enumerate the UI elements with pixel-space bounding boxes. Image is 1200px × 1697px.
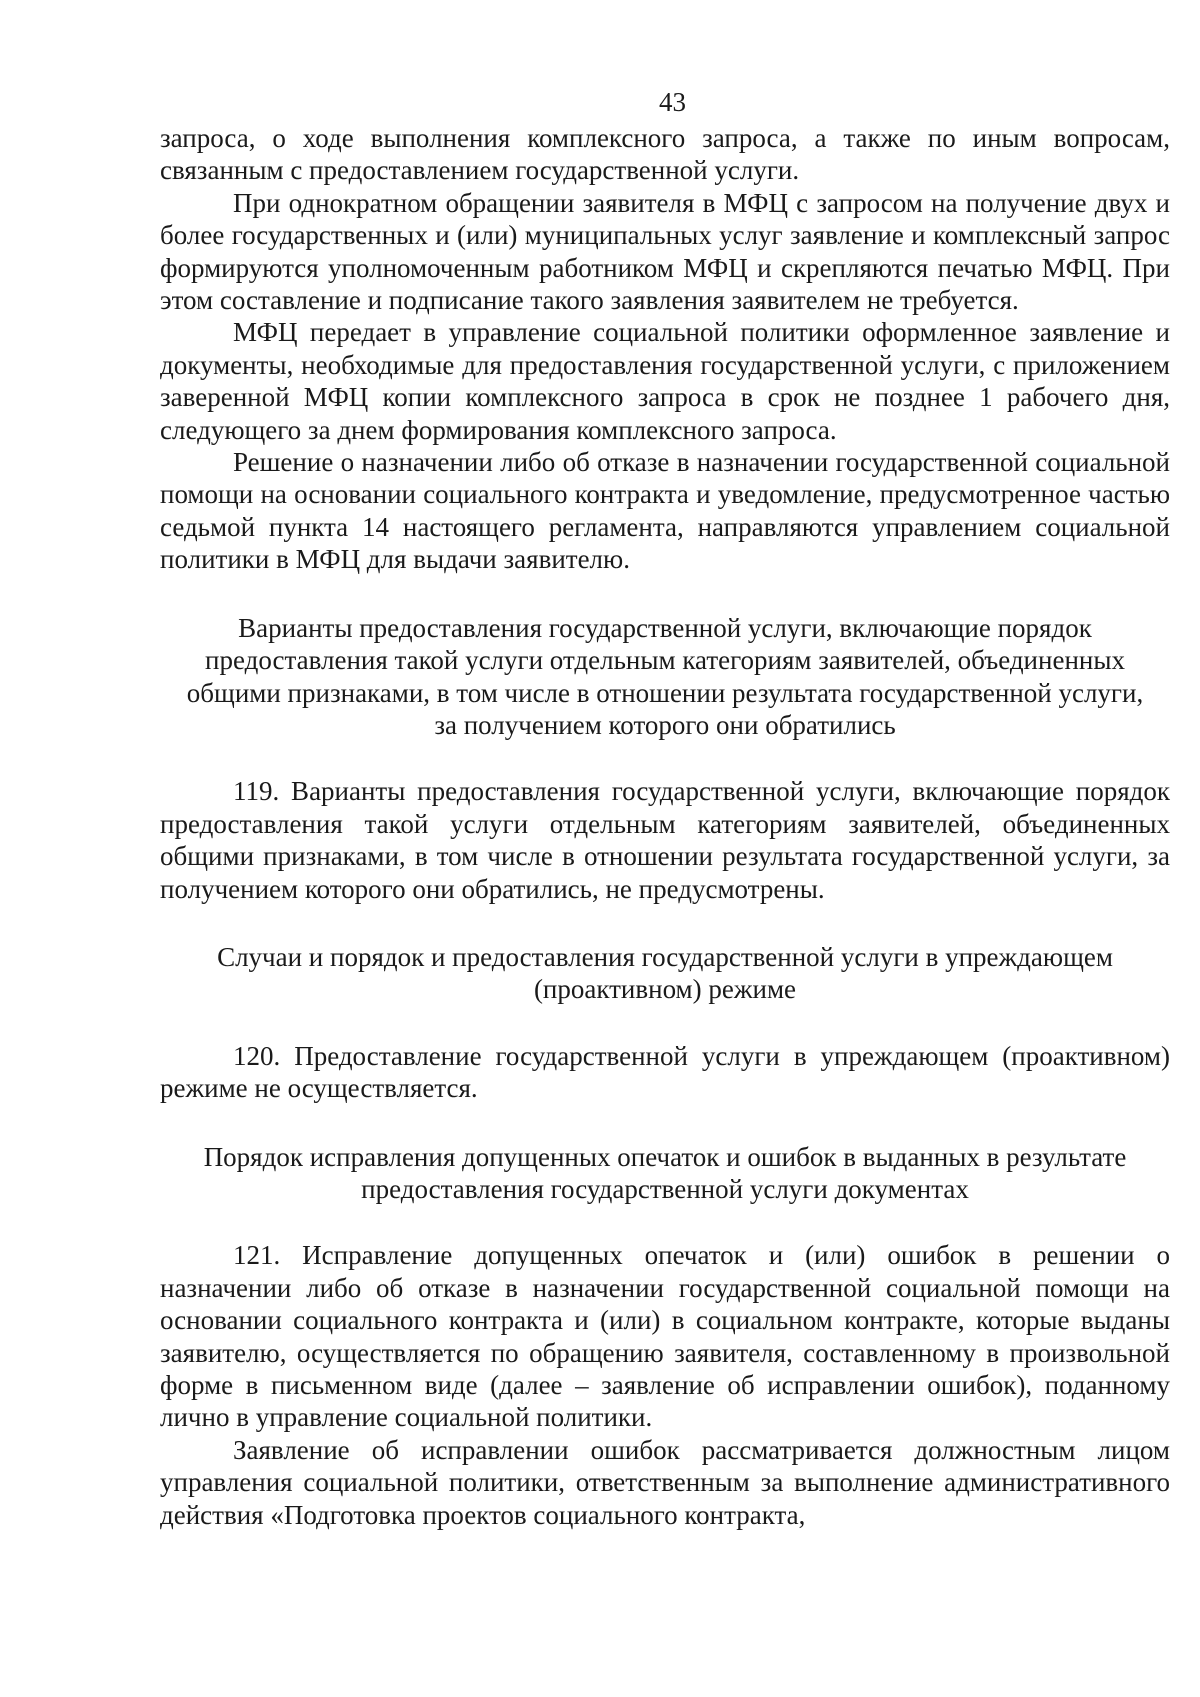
spacer [160,576,1170,612]
document-body [160,122,1170,1531]
paragraph-single-request: При однократном обращении заявителя в МФЦ с запросом на получение двух и более государственных и (или) муниципальных услуг заявление и комплексный запрос формируются уполномоченным работником МФЦ и скрепляются печатью МФЦ. При этом составление и подписание такого заявления заявителем не требуется. [160,187,1170,316]
paragraph-119: 119. Варианты предоставления государственной услуги, включающие порядок предоставления такой услуги отдельным категориям заявителей, объединенных общими признаками, в том числе в отношении результата государственной услуги, за получением которого они обратились, не предусмотрены. [160,776,1170,904]
paragraph-120: 120. Предоставление государственной услуги в упреждающем (проактивном) режиме не осуществляется. [160,1040,1170,1104]
section-heading-proactive: Случаи и порядок и предоставления государственной услуги в упреждающем (проактивном) режиме [217,941,1113,1005]
paragraph-mfc-transfer: МФЦ передает в управление социальной политики оформленное заявление и документы, необходимые для предоставления государственной услуги, с приложением заверенной МФЦ копии комплексного запроса в срок не позднее 1 рабочего дня, следующего за днем формирования комплексного запроса. [160,317,1170,445]
paragraph-121-continued: Заявление об исправлении ошибок рассматривается должностным лицом управления социальной политики, ответственным за выполнение административного действия «Подготовка проектов социального контракта, [160,1434,1170,1530]
spacer [160,1205,1170,1239]
paragraph-continuation: запроса, о ходе выполнения комплексного запроса, а также по иным вопросам, связанным с предоставлением государственной услуги. [160,123,1170,186]
page-number: 43 [659,87,686,117]
spacer [160,1105,1170,1141]
section-heading-corrections: Порядок исправления допущенных опечаток и ошибок в выданных в результате предоставления государственной услуги документах [203,1141,1127,1204]
spacer [160,741,1170,775]
paragraph-decision: Решение о назначении либо об отказе в назначении государственной социальной помощи на основании социального контракта и уведомление, предусмотренное частью седьмой пункта 14 настоящего регламента, направляются управлением социальной политики в МФЦ для выдачи заявителю. [160,447,1170,575]
section-heading-variants: Варианты предоставления государственной услуги, включающие порядок предоставления такой услуги отдельным категориям заявителей, объединенных общими признаками, в том числе в отношении результата государственной услуги, за получением которого они обратились [186,612,1144,740]
spacer [160,905,1170,941]
spacer [160,1006,1170,1040]
paragraph-121: 121. Исправление допущенных опечаток и (или) ошибок в решении о назначении либо об отказе в назначении государственной социальной помощи на основании социального контракта и (или) в социальном контракте, которые выданы заявителю, осуществляется по обращению заявителя, составленному в произвольной форме в письменном виде (далее – заявление об исправлении ошибок), поданному лично в управление социальной политики. [160,1240,1170,1433]
